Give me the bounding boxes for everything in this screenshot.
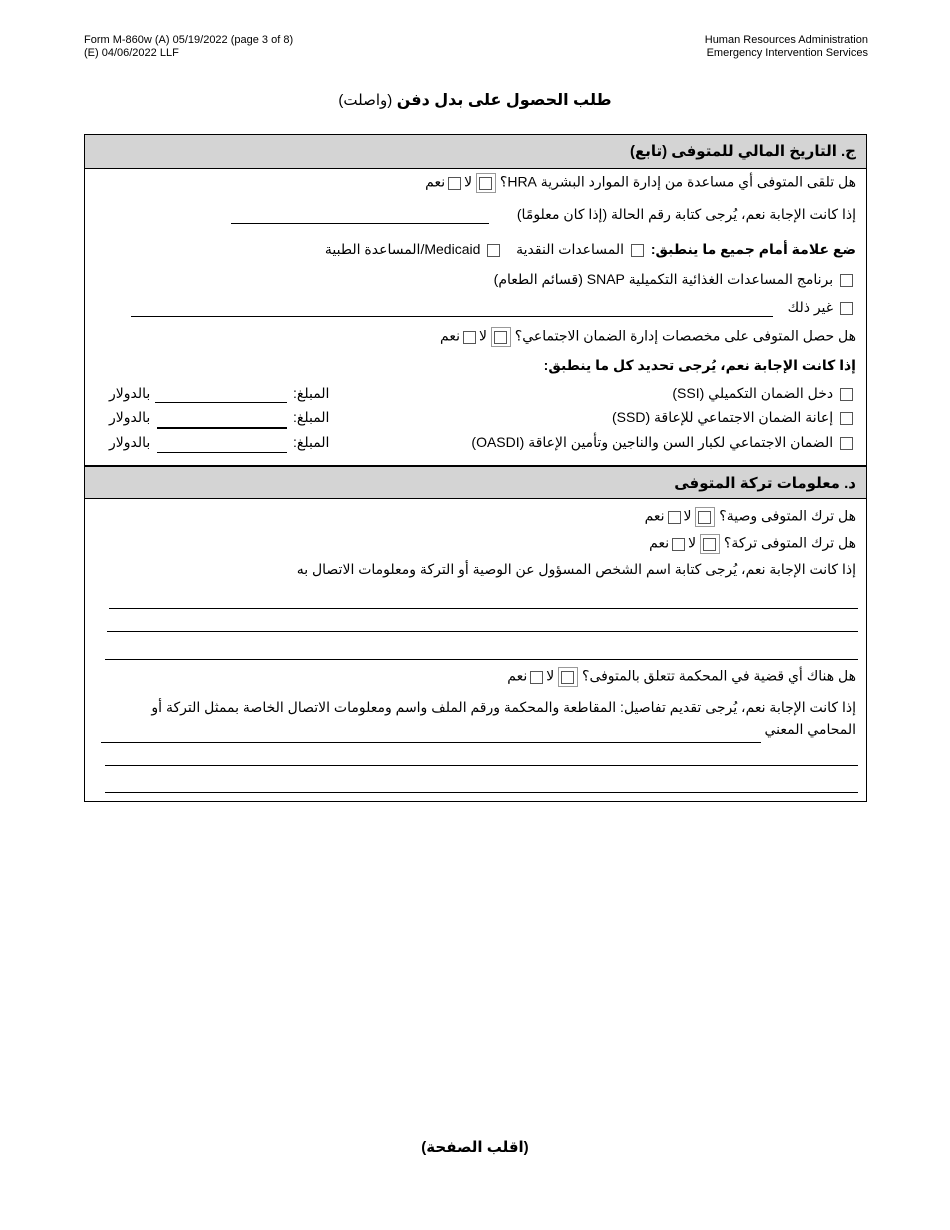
ssd-amount-field[interactable] <box>157 427 287 429</box>
benefit-row-ssd <box>612 409 856 426</box>
court-details-line-3[interactable] <box>105 792 858 793</box>
ssa-yes-label: نعم <box>440 327 461 344</box>
hra-no-checkbox[interactable] <box>476 173 496 193</box>
benefit-row-oasdi <box>471 434 856 451</box>
snap-row <box>494 271 856 288</box>
agency-line1: Human Resources Administration <box>704 34 868 46</box>
responsible-line-3[interactable] <box>105 659 858 660</box>
medicaid-label: Medicaid/المساعدة الطبية <box>324 241 481 257</box>
responsible-line-1[interactable] <box>109 608 858 609</box>
other-row <box>788 299 856 316</box>
form-container <box>84 134 867 802</box>
will-no-label: لا <box>683 507 692 524</box>
estate-no-label: لا <box>688 534 697 551</box>
ssd-amount-label: المبلغ: <box>293 409 330 425</box>
section-d-heading: د. معلومات تركة المتوفى <box>85 465 866 499</box>
court-details-label-1: إذا كانت الإجابة نعم، يُرجى تقديم تفاصيل: المقاطعة والمحكمة ورقم الملف واسم ومعلومات الاتصال الخاصة بممثل التركة أو <box>151 699 856 715</box>
page-title-main: طلب الحصول على بدل دفن <box>396 92 612 109</box>
case-number-label: إذا كانت الإجابة نعم، يُرجى كتابة رقم الحالة (إذا كان معلومًا) <box>516 206 856 222</box>
medicaid-checkbox[interactable] <box>487 244 500 257</box>
court-yes-label: نعم <box>507 667 528 684</box>
responsible-person-row <box>297 561 856 578</box>
court-details-row-1 <box>151 699 856 716</box>
other-field[interactable] <box>131 316 773 317</box>
specify-label: إذا كانت الإجابة نعم، يُرجى تحديد كل ما ينطبق: <box>543 357 856 373</box>
ssd-currency: بالدولار <box>109 409 151 425</box>
will-question-row <box>645 507 856 527</box>
oasdi-label: الضمان الاجتماعي لكبار السن والناجين وتأمين الإعاقة (OASDI) <box>471 434 834 450</box>
court-question-row <box>507 667 856 687</box>
check-all-label: ضع علامة أمام جميع ما ينطبق: <box>650 241 856 257</box>
hra-question-row <box>425 173 856 193</box>
ssa-question-label: هل حصل المتوفى على مخصصات إدارة الضمان الاجتماعي؟ <box>514 327 856 344</box>
oasdi-amount-field[interactable] <box>157 452 287 453</box>
form-number-line1: Form M-860w (A) 05/19/2022 (page 3 of 8) <box>84 34 294 46</box>
ssa-yes-checkbox[interactable] <box>463 331 476 344</box>
assistance-types-row <box>325 241 856 258</box>
page-title <box>0 90 950 110</box>
court-question-label: هل هناك أي قضية في المحكمة تتعلق بالمتوفى؟ <box>582 667 856 684</box>
ssi-amount-label: المبلغ: <box>293 385 330 401</box>
form-number-line2: (E) 04/06/2022 LLF <box>84 47 179 59</box>
ssd-checkbox[interactable] <box>840 412 853 425</box>
estate-question-row <box>649 534 856 554</box>
case-number-row <box>517 206 856 223</box>
other-checkbox[interactable] <box>840 302 853 315</box>
will-yes-label: نعم <box>644 507 665 524</box>
oasdi-amount-label: المبلغ: <box>293 434 330 450</box>
turn-page-note: (اقلب الصفحة) <box>421 1139 529 1156</box>
estate-yes-checkbox[interactable] <box>672 538 685 551</box>
cash-assistance-checkbox[interactable] <box>631 244 644 257</box>
estate-question-label: هل ترك المتوفى تركة؟ <box>723 534 856 551</box>
cash-assistance-label: المساعدات النقدية <box>516 241 625 257</box>
estate-no-checkbox[interactable] <box>700 534 720 554</box>
court-no-label: لا <box>546 667 555 684</box>
other-label: غير ذلك <box>787 299 834 315</box>
specify-row <box>544 357 856 374</box>
estate-yes-label: نعم <box>649 534 670 551</box>
ssd-label: إعانة الضمان الاجتماعي للإعاقة (SSD) <box>612 409 834 425</box>
snap-checkbox[interactable] <box>840 274 853 287</box>
court-details-line-1[interactable] <box>101 742 761 743</box>
form-number <box>84 34 293 60</box>
page-title-sub: (واصلت) <box>338 92 393 109</box>
section-c-heading: ج. التاريخ المالي للمتوفى (تابع) <box>85 135 866 169</box>
hra-no-label: لا <box>464 173 473 190</box>
ssi-amount-field[interactable] <box>155 402 287 403</box>
will-no-checkbox[interactable] <box>695 507 715 527</box>
ssi-checkbox[interactable] <box>840 388 853 401</box>
agency-line2: Emergency Intervention Services <box>706 47 868 59</box>
court-no-checkbox[interactable] <box>558 667 578 687</box>
will-yes-checkbox[interactable] <box>668 511 681 524</box>
ssa-no-label: لا <box>479 327 487 344</box>
benefit-row-ssi <box>672 385 856 402</box>
responsible-line-2[interactable] <box>107 631 858 632</box>
court-details-row-2 <box>764 721 856 738</box>
ssi-currency: بالدولار <box>109 385 151 401</box>
responsible-person-label: إذا كانت الإجابة نعم، يُرجى كتابة اسم الشخص المسؤول عن الوصية أو التركة ومعلومات الاتصال به <box>296 561 856 577</box>
snap-label: برنامج المساعدات الغذائية التكميلية SNAP (قسائم الطعام) <box>493 271 834 287</box>
oasdi-checkbox[interactable] <box>840 437 853 450</box>
hra-yes-label: نعم <box>425 173 446 190</box>
ssa-no-checkbox[interactable] <box>491 327 511 347</box>
ssa-question-row <box>440 327 856 347</box>
court-details-label-2: المحامي المعني <box>764 721 856 737</box>
case-number-field[interactable] <box>231 223 489 224</box>
agency-name <box>705 34 868 60</box>
ssi-label: دخل الضمان التكميلي (SSI) <box>672 385 834 401</box>
court-details-line-2[interactable] <box>105 765 858 766</box>
hra-yes-checkbox[interactable] <box>448 177 461 190</box>
hra-question-label: هل تلقى المتوفى أي مساعدة من إدارة الموارد البشرية HRA؟ <box>499 173 856 190</box>
oasdi-currency: بالدولار <box>109 434 151 450</box>
court-yes-checkbox[interactable] <box>530 671 543 684</box>
will-question-label: هل ترك المتوفى وصية؟ <box>719 507 856 524</box>
